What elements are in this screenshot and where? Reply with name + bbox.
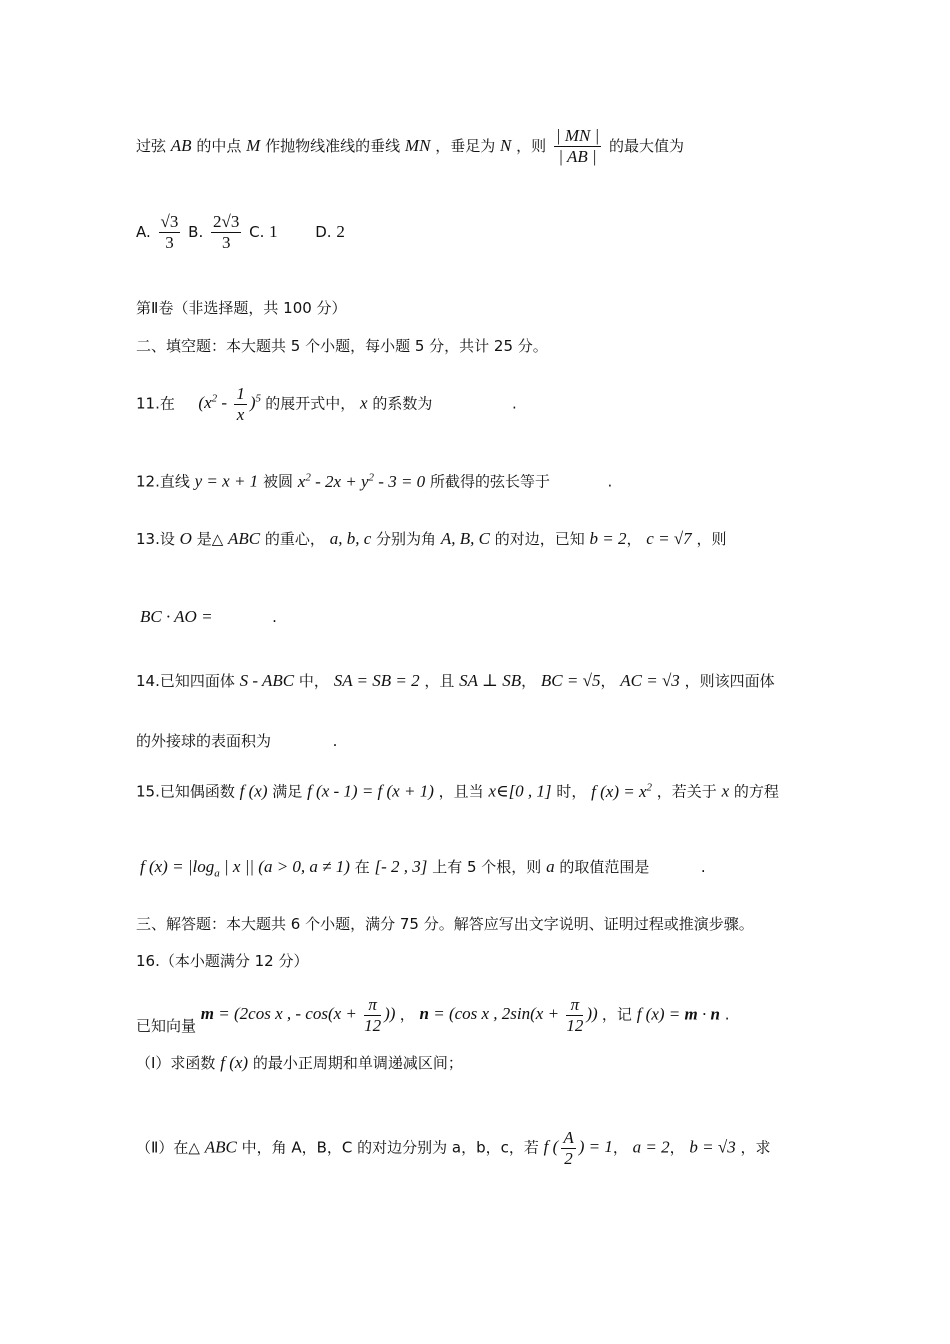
text: 中， — [298, 672, 329, 690]
text: ，且 — [424, 672, 455, 690]
math-interval: x∈[0 , 1] — [488, 781, 552, 801]
question-14-line2 — [136, 730, 337, 752]
option-d-value: 2 — [336, 222, 345, 241]
text: 被圆 — [262, 472, 293, 491]
expr-part: )) — [586, 1004, 598, 1024]
text: （Ⅱ）在△ — [136, 1138, 200, 1157]
blank-end: . — [607, 472, 613, 491]
subscript: a — [214, 867, 220, 880]
question-15 — [136, 776, 779, 803]
option-c-label: C. — [249, 223, 265, 241]
text: 的系数为 — [372, 394, 433, 413]
text: ，则 — [696, 530, 727, 548]
math-f-half-a — [543, 1128, 613, 1168]
text: 在 — [354, 858, 370, 876]
text: 的展开式中， — [265, 394, 356, 413]
fraction-numerator: π — [566, 995, 583, 1016]
fraction-numerator: 2√3 — [213, 212, 240, 231]
vector-m: m — [200, 1004, 215, 1024]
expr-part: = (2cos x , - cos(x + — [214, 1004, 362, 1024]
blank-end: . — [272, 608, 277, 626]
exponent: 2 — [368, 471, 375, 483]
expr-part: AC = — [620, 671, 662, 690]
sqrt: √5 — [582, 671, 601, 690]
expr-part: = (cos x , 2sin(x + — [428, 1004, 564, 1024]
text: 的最小正周期和单调递减区间； — [252, 1054, 463, 1072]
expr-part: ) — [249, 393, 256, 413]
text: 中，角 A，B，C 的对边分别为 a，b，c，若 — [241, 1138, 539, 1157]
text: 分别为角 — [376, 530, 437, 548]
text: . — [724, 1005, 730, 1024]
math-vector-n — [419, 995, 602, 1035]
text: ， — [399, 1005, 415, 1024]
option-b-label: B. — [188, 223, 204, 241]
fraction-a-over-2 — [561, 1128, 575, 1169]
expr-part: (x — [198, 393, 212, 413]
fraction-numerator: 1 — [236, 384, 245, 403]
math-vector-m — [200, 995, 400, 1035]
sqrt: √3 — [717, 1137, 736, 1157]
text: 的中点 — [196, 137, 242, 155]
sqrt: √3 — [661, 671, 680, 690]
math-abc-lower: a, b, c — [329, 529, 372, 548]
expr-part: - 3 = 0 — [374, 471, 426, 491]
text: 的最大值为 — [609, 137, 685, 155]
exponent: 2 — [211, 392, 218, 405]
math-fx-square — [591, 782, 652, 801]
fraction-denominator: | AB | — [558, 147, 597, 166]
part2-header: 第Ⅱ卷（非选择题，共 100 分） — [136, 299, 347, 317]
text: ，垂足为 — [435, 137, 496, 155]
option-a-label: A. — [136, 223, 151, 241]
text: ，则 — [516, 137, 547, 155]
expr-part: f (x) = x — [591, 781, 647, 801]
math-dot-product: BC · AO = — [140, 607, 213, 626]
math-a: a = 2 — [632, 1137, 670, 1157]
q10-options — [136, 212, 345, 253]
exponent: 2 — [305, 471, 311, 483]
expr-part: | x || (a > 0, a ≠ 1) — [219, 857, 350, 876]
fraction-numerator: √3 — [160, 212, 179, 231]
math-mn: MN — [404, 136, 431, 155]
vector-n: n — [710, 1004, 720, 1024]
math-abc: ABC — [204, 1137, 237, 1157]
question-14: 14.已知四面体 S - ABC 中， SA = SB = 2 ，且 SA ⊥ SB， BC = √5， AC = √3 ，则该四面体 — [136, 671, 775, 690]
expr-part: )) — [384, 1004, 396, 1024]
math-b: b = 2 — [589, 529, 627, 548]
fraction-denominator: 12 — [364, 1016, 382, 1035]
math-tetrahedron: S - ABC — [239, 671, 295, 690]
fraction-denominator: x — [236, 405, 245, 424]
expr-part: BC = — [540, 671, 583, 690]
text: 的方程 — [733, 782, 779, 801]
text: 的外接球的表面积为 — [136, 732, 272, 750]
binomial-expression — [198, 384, 265, 424]
blank-end: . — [700, 858, 706, 876]
fraction-pi-over-12 — [364, 995, 381, 1036]
math-circle — [298, 472, 425, 491]
vector-n: n — [419, 1004, 429, 1024]
section2-header: 二、填空题：本大题共 5 个小题，每小题 5 分，共计 25 分。 — [136, 337, 548, 355]
math-b — [689, 1137, 735, 1156]
fraction-numerator: | MN | — [555, 126, 600, 145]
question-label: 13.设 — [136, 530, 175, 548]
math-m: M — [246, 136, 261, 155]
text: ，且当 — [438, 782, 484, 801]
option-c-value: 1 — [269, 222, 278, 241]
question-label: 15.已知偶函数 — [136, 782, 235, 801]
math-o: O — [179, 529, 192, 548]
text: 过弦 — [136, 137, 167, 155]
expr-part: - 2x + y — [310, 471, 369, 491]
exponent: 2 — [646, 781, 652, 793]
fraction-mn-over-ab — [554, 126, 601, 167]
math-ac — [620, 671, 680, 690]
math-periodic: f (x - 1) = f (x + 1) — [307, 781, 434, 801]
text: 的对边，已知 — [494, 530, 585, 548]
text: 是△ — [196, 530, 224, 548]
math-abc-upper: A, B, C — [440, 529, 490, 548]
math-log-equation — [140, 857, 350, 880]
text: 时， — [556, 782, 587, 801]
expr-part: f (x) = |log — [140, 857, 215, 876]
expr-part: f (x) = — [636, 1004, 685, 1024]
math-ab: AB — [170, 136, 192, 155]
question-label: 14.已知四面体 — [136, 672, 235, 690]
fraction-denominator: 3 — [165, 233, 174, 252]
math-bc — [541, 671, 601, 690]
math-abc: ABC — [228, 529, 261, 548]
math-perpendicular: SA ⊥ SB — [459, 671, 522, 690]
question-16-header: 16.（本小题满分 12 分） — [136, 952, 309, 970]
text: 的取值范围是 — [559, 858, 650, 876]
text: 所截得的弦长等于 — [429, 472, 550, 491]
text: 已知向量 — [136, 1017, 197, 1036]
expr-part: ) = 1 — [578, 1137, 613, 1157]
question-11 — [136, 384, 517, 425]
fraction-1-over-x — [234, 384, 247, 425]
exponent: 5 — [255, 392, 261, 405]
expr-part: x — [297, 471, 306, 491]
fraction-pi-over-12 — [566, 995, 583, 1036]
expr-part: b = — [689, 1137, 718, 1157]
vector-m: m — [684, 1004, 698, 1024]
sqrt: √7 — [673, 529, 692, 548]
question-12 — [136, 466, 612, 493]
question-16-part2: （Ⅱ）在△ ABC 中，角 A，B，C 的对边分别为 a，b，c，若 f ( $\frac{A}{2}$ ) = 1， a = 2， b = √3 ，求 — [136, 1128, 771, 1168]
text: ，若关于 — [656, 782, 717, 801]
question-16-stem — [136, 995, 730, 1036]
expr-part: · — [697, 1004, 711, 1024]
question-13-line2 — [140, 606, 277, 628]
math-sa-sb: SA = SB = 2 — [333, 671, 420, 690]
option-d-label: D. — [315, 223, 332, 241]
question-label: 12.直线 — [136, 472, 190, 491]
text: ，则该四面体 — [684, 672, 775, 690]
expr-part: c = — [646, 529, 674, 548]
blank-end: . — [511, 394, 517, 413]
text: 的重心， — [264, 530, 325, 548]
blank-end: . — [332, 732, 338, 750]
math-a: a — [546, 857, 555, 876]
math-n: N — [499, 136, 512, 155]
text: 作抛物线准线的垂线 — [265, 137, 401, 155]
math-interval: [- 2 , 3] — [374, 857, 428, 876]
fraction-denominator: 12 — [566, 1016, 584, 1035]
expr-part: f ( — [543, 1137, 559, 1157]
math-fx: f (x) — [220, 1053, 249, 1072]
question-13: 13.设 O 是△ ABC 的重心， a, b, c 分别为角 A, B, C 的对边，已知 b = 2， c = √7 ，则 — [136, 529, 727, 548]
fraction-numerator: A — [563, 1128, 574, 1147]
q10-stem — [136, 126, 684, 167]
fraction-denominator: 2 — [564, 1149, 573, 1168]
text: 上有 5 个根，则 — [432, 858, 542, 876]
expr-part: - — [217, 393, 232, 413]
math-fx: f (x) — [239, 781, 268, 801]
text: ，记 — [601, 1005, 632, 1024]
math-x: x — [360, 393, 368, 413]
option-b-value — [211, 212, 241, 253]
question-15-line2 — [140, 856, 706, 884]
text: ，求 — [740, 1138, 771, 1157]
math-x: x — [721, 781, 730, 801]
math-dot-definition — [637, 1004, 720, 1023]
text: （Ⅰ）求函数 — [136, 1054, 216, 1072]
section3-header: 三、解答题：本大题共 6 个小题，满分 75 分。解答应写出文字说明、证明过程或推演步骤。 — [136, 915, 754, 933]
math-line: y = x + 1 — [194, 471, 259, 491]
math-c — [646, 529, 691, 548]
question-16-part1 — [136, 1052, 463, 1074]
text: 满足 — [272, 782, 303, 801]
question-label: 11.在 — [136, 394, 175, 413]
option-a-value — [159, 212, 181, 253]
fraction-denominator: 3 — [221, 233, 231, 252]
fraction-numerator: π — [364, 995, 381, 1016]
